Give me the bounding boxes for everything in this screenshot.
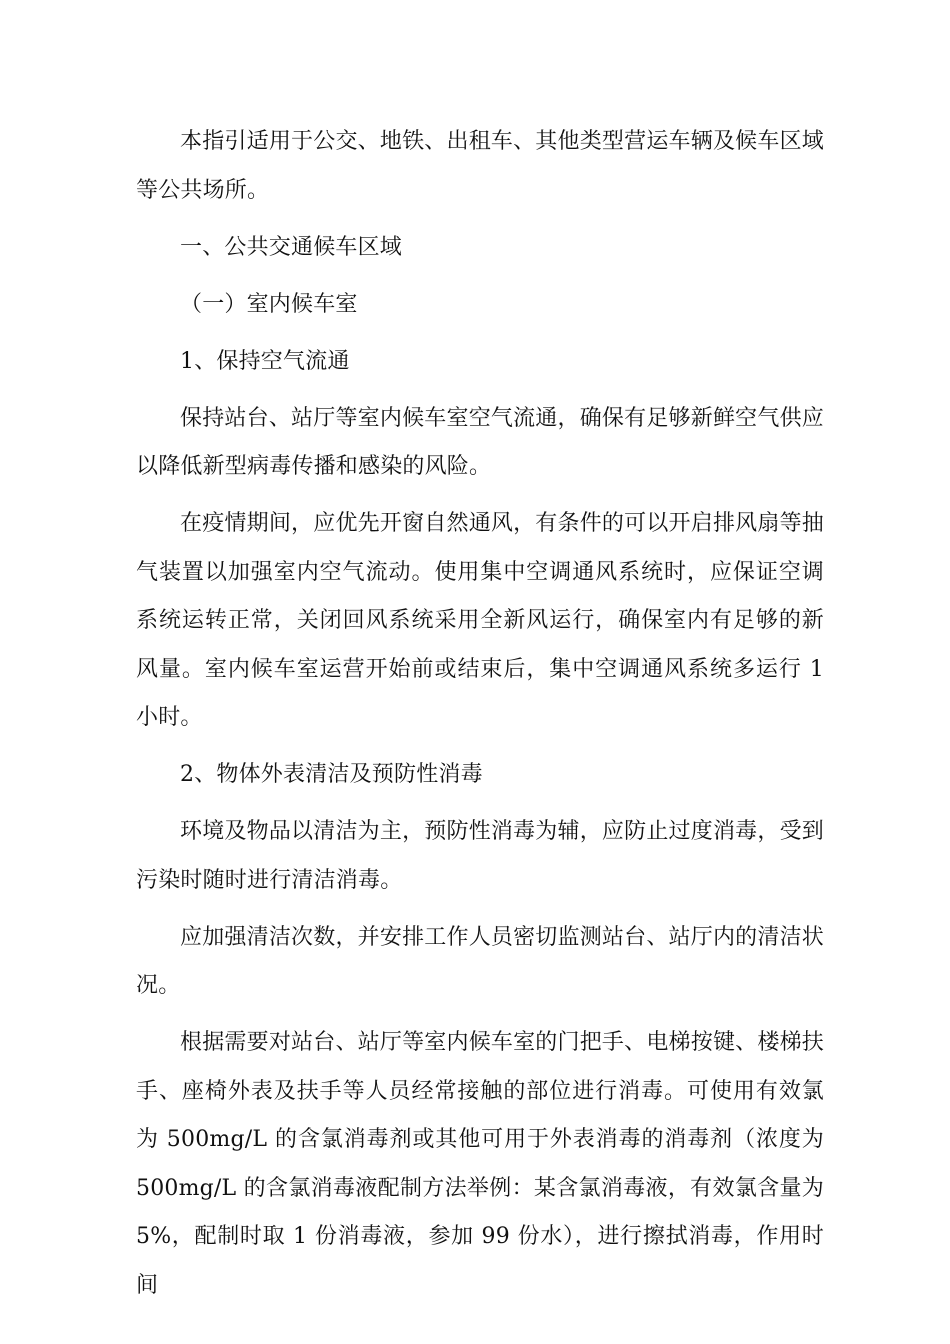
paragraph-intro: 本指引适用于公交、地铁、出租车、其他类型营运车辆及候车区域等公共场所。 bbox=[136, 129, 824, 203]
document-page bbox=[136, 118, 824, 1310]
paragraph-clean-1: 环境及物品以清洁为主，预防性消毒为辅，应防止过度消毒，受到污染时随时进行清洁消毒。 bbox=[136, 819, 824, 893]
item-heading-clean: 2、物体外表清洁及预防性消毒 bbox=[180, 762, 483, 787]
paragraph-clean-3: 根据需要对站台、站厅等室内候车室的门把手、电梯按键、楼梯扶手、座椅外表及扶手等人员经常接触的部位进行消毒。可使用有效氯为 500mg/L 的含氯消毒剂或其他可用于外表消毒的消毒剂（浓度为 500mg/L 的含氯消毒液配制方法举例：某含氯消毒液，有效氯含量为 5%，配制时取 1 份消毒液，参加 99 份水），进行擦拭消毒，作用时间 bbox=[136, 1030, 824, 1298]
item-heading-air: 1、保持空气流通 bbox=[180, 348, 350, 374]
paragraph-air-2: 在疫情期间，应优先开窗自然通风，有条件的可以开启排风扇等抽气装置以加强室内空气流动。使用集中空调通风系统时，应保证空调系统运转正常，关闭回风系统采用全新风运行，确保室内有足够的新风量。室内候车室运营开始前或结束后，集中空调通风系统多运行 1 小时。 bbox=[136, 511, 824, 730]
paragraph-air-1: 保持站台、站厅等室内候车室空气流通，确保有足够新鲜空气供应以降低新型病毒传播和感染的风险。 bbox=[136, 405, 824, 479]
paragraph-clean-2: 应加强清洁次数，并安排工作人员密切监测站台、站厅内的清洁状况。 bbox=[136, 924, 824, 998]
subsection-heading: （一）室内候车室 bbox=[180, 291, 358, 317]
section-heading: 一、公共交通候车区域 bbox=[180, 234, 403, 260]
